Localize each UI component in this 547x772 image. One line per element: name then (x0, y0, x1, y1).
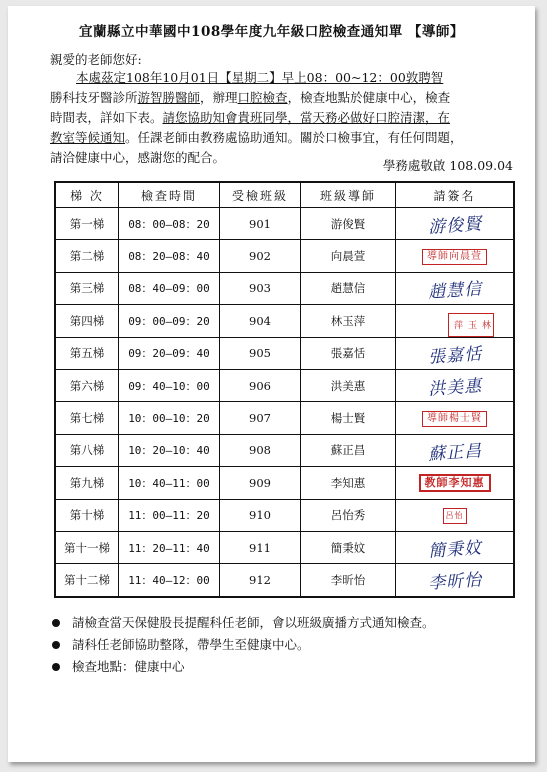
class-cell: 910 (220, 499, 301, 531)
para-line-1 (50, 68, 518, 88)
class-cell: 903 (220, 272, 301, 304)
time-cell: 09：00—09：20 (119, 305, 220, 337)
signoff: 學務處敬啟 108.09.04 (382, 158, 513, 173)
signature-cell (396, 272, 515, 304)
table-header-row (55, 182, 514, 208)
table-row (55, 564, 514, 597)
seal-stamp: 林玉萍 (448, 313, 494, 336)
handwritten-signature: 洪美惠 (427, 376, 483, 400)
stage-cell: 第五梯 (55, 337, 119, 369)
col-header-time: 檢查時間 (119, 182, 220, 208)
class-cell: 912 (220, 564, 301, 597)
handwritten-signature: 蘇正昌 (427, 441, 483, 465)
stage-cell: 第七梯 (55, 402, 119, 434)
salutation: 親愛的老師您好: (50, 52, 142, 67)
signature-cell (396, 564, 515, 597)
teacher-cell: 簡秉妏 (301, 531, 396, 563)
time-cell: 11：40—12：00 (119, 564, 220, 597)
class-cell: 901 (220, 208, 301, 240)
para-text: ，檢查地點於健康中心，檢查 (287, 90, 451, 105)
class-cell: 904 (220, 305, 301, 337)
teacher-cell: 楊士賢 (301, 402, 396, 434)
para-text: ，辦理 (200, 90, 238, 105)
handwritten-signature: 簡秉妏 (427, 538, 483, 562)
stage-cell: 第十梯 (55, 499, 119, 531)
time-cell: 10：40—11：00 (119, 467, 220, 499)
teacher-cell: 林玉萍 (301, 305, 396, 337)
seal-stamp: 呂怡 (443, 508, 467, 524)
time-cell: 10：20—10：40 (119, 434, 220, 466)
teacher-cell: 蘇正昌 (301, 434, 396, 466)
stage-cell: 第二梯 (55, 240, 119, 272)
teacher-cell: 呂怡秀 (301, 499, 396, 531)
seal-stamp: 導師楊士賢 (422, 411, 487, 427)
para-text: 時間表，詳如下表。 (50, 110, 163, 125)
teacher-cell: 李昕怡 (301, 564, 396, 597)
signature-cell (396, 531, 515, 563)
stage-cell: 第八梯 (55, 434, 119, 466)
para-text: 請洽健康中心，感謝您的配合。 (50, 150, 226, 165)
table-row (55, 402, 514, 434)
handwritten-signature: 李昕怡 (427, 570, 483, 595)
table-row (55, 434, 514, 466)
stage-cell: 第十一梯 (55, 531, 119, 563)
schedule-table (54, 181, 515, 598)
para-text: 勝科技牙醫診所 (50, 90, 138, 105)
class-cell: 902 (220, 240, 301, 272)
teacher-cell: 游俊賢 (301, 208, 396, 240)
signature-cell (396, 240, 515, 272)
note-item (48, 636, 518, 654)
time-cell: 11：20—11：40 (119, 531, 220, 563)
stage-cell: 第三梯 (55, 272, 119, 304)
col-header-teacher: 班級導師 (301, 182, 396, 208)
para-line-4 (50, 128, 518, 148)
note-item (48, 614, 518, 632)
time-cell: 08：00—08：20 (119, 208, 220, 240)
stage-cell: 第六梯 (55, 369, 119, 401)
para-line-2 (50, 88, 518, 108)
signature-cell (396, 402, 515, 434)
time-cell: 09：40—10：00 (119, 369, 220, 401)
para-underlined: 請您協助知會貴班同學，當天務必做好口腔清潔，在 (162, 110, 451, 125)
signature-cell (396, 337, 515, 369)
bullet-icon (52, 641, 60, 649)
para-line-3 (50, 108, 518, 128)
table-row (55, 240, 514, 272)
note-text: 請科任老師協助整隊，帶學生至健康中心。 (72, 637, 310, 652)
note-text: 請檢查當天保健股長提醒科任老師，會以班級廣播方式通知檢查。 (72, 615, 435, 630)
para-text: 。任課老師由教務處協助通知。關於口檢事宜，有任何問題， (125, 130, 463, 145)
seal-stamp: 導師向晨萱 (422, 249, 487, 265)
class-cell: 908 (220, 434, 301, 466)
teacher-cell: 向晨萱 (301, 240, 396, 272)
bullet-icon (52, 619, 60, 627)
stage-cell: 第四梯 (55, 305, 119, 337)
page-title: 宜蘭縣立中華國中108學年度九年級口腔檢查通知單 【導師】 (79, 24, 464, 40)
signature-cell (396, 208, 515, 240)
teacher-cell: 洪美惠 (301, 369, 396, 401)
class-cell: 906 (220, 369, 301, 401)
time-cell: 11：00—11：20 (119, 499, 220, 531)
col-header-signature: 請簽名 (396, 182, 515, 208)
table-row (55, 531, 514, 563)
bullet-icon (52, 663, 60, 671)
signature-cell (396, 305, 515, 337)
teacher-cell: 張嘉恬 (301, 337, 396, 369)
table-row (55, 369, 514, 401)
table-row (55, 272, 514, 304)
time-cell: 08：40—09：00 (119, 272, 220, 304)
note-item (48, 658, 518, 676)
para-underlined: 口腔檢查 (237, 90, 288, 105)
class-cell: 907 (220, 402, 301, 434)
table-row (55, 305, 514, 337)
signature-cell (396, 434, 515, 466)
teacher-cell: 李知惠 (301, 467, 396, 499)
class-cell: 905 (220, 337, 301, 369)
time-cell: 09：20—09：40 (119, 337, 220, 369)
handwritten-signature: 趙慧信 (427, 279, 483, 303)
para-text: 本處茲定108年10月01日【星期二】早上08：00~12：00敦聘智 (76, 70, 444, 85)
class-cell: 911 (220, 531, 301, 563)
stage-cell: 第九梯 (55, 467, 119, 499)
table-row (55, 337, 514, 369)
notes-list (48, 614, 518, 680)
col-header-class: 受檢班級 (220, 182, 301, 208)
stage-cell: 第十二梯 (55, 564, 119, 597)
para-underlined: 教室等候通知 (50, 130, 126, 145)
handwritten-signature: 游俊賢 (427, 214, 483, 239)
signature-cell (396, 369, 515, 401)
table-row (55, 467, 514, 499)
note-text: 檢查地點：健康中心 (72, 659, 185, 674)
teacher-cell: 趙慧信 (301, 272, 396, 304)
body-paragraph (50, 68, 518, 168)
signature-cell (396, 499, 515, 531)
seal-stamp: 教師李知惠 (419, 474, 491, 492)
stage-cell: 第一梯 (55, 208, 119, 240)
time-cell: 10：00—10：20 (119, 402, 220, 434)
notice-sheet (8, 6, 535, 762)
doctor-name: 游智勝醫師 (137, 90, 201, 105)
time-cell: 08：20—08：40 (119, 240, 220, 272)
table-row (55, 208, 514, 240)
table-row (55, 499, 514, 531)
signature-cell (396, 467, 515, 499)
col-header-stage: 梯 次 (55, 182, 119, 208)
class-cell: 909 (220, 467, 301, 499)
handwritten-signature: 張嘉恬 (427, 343, 483, 368)
